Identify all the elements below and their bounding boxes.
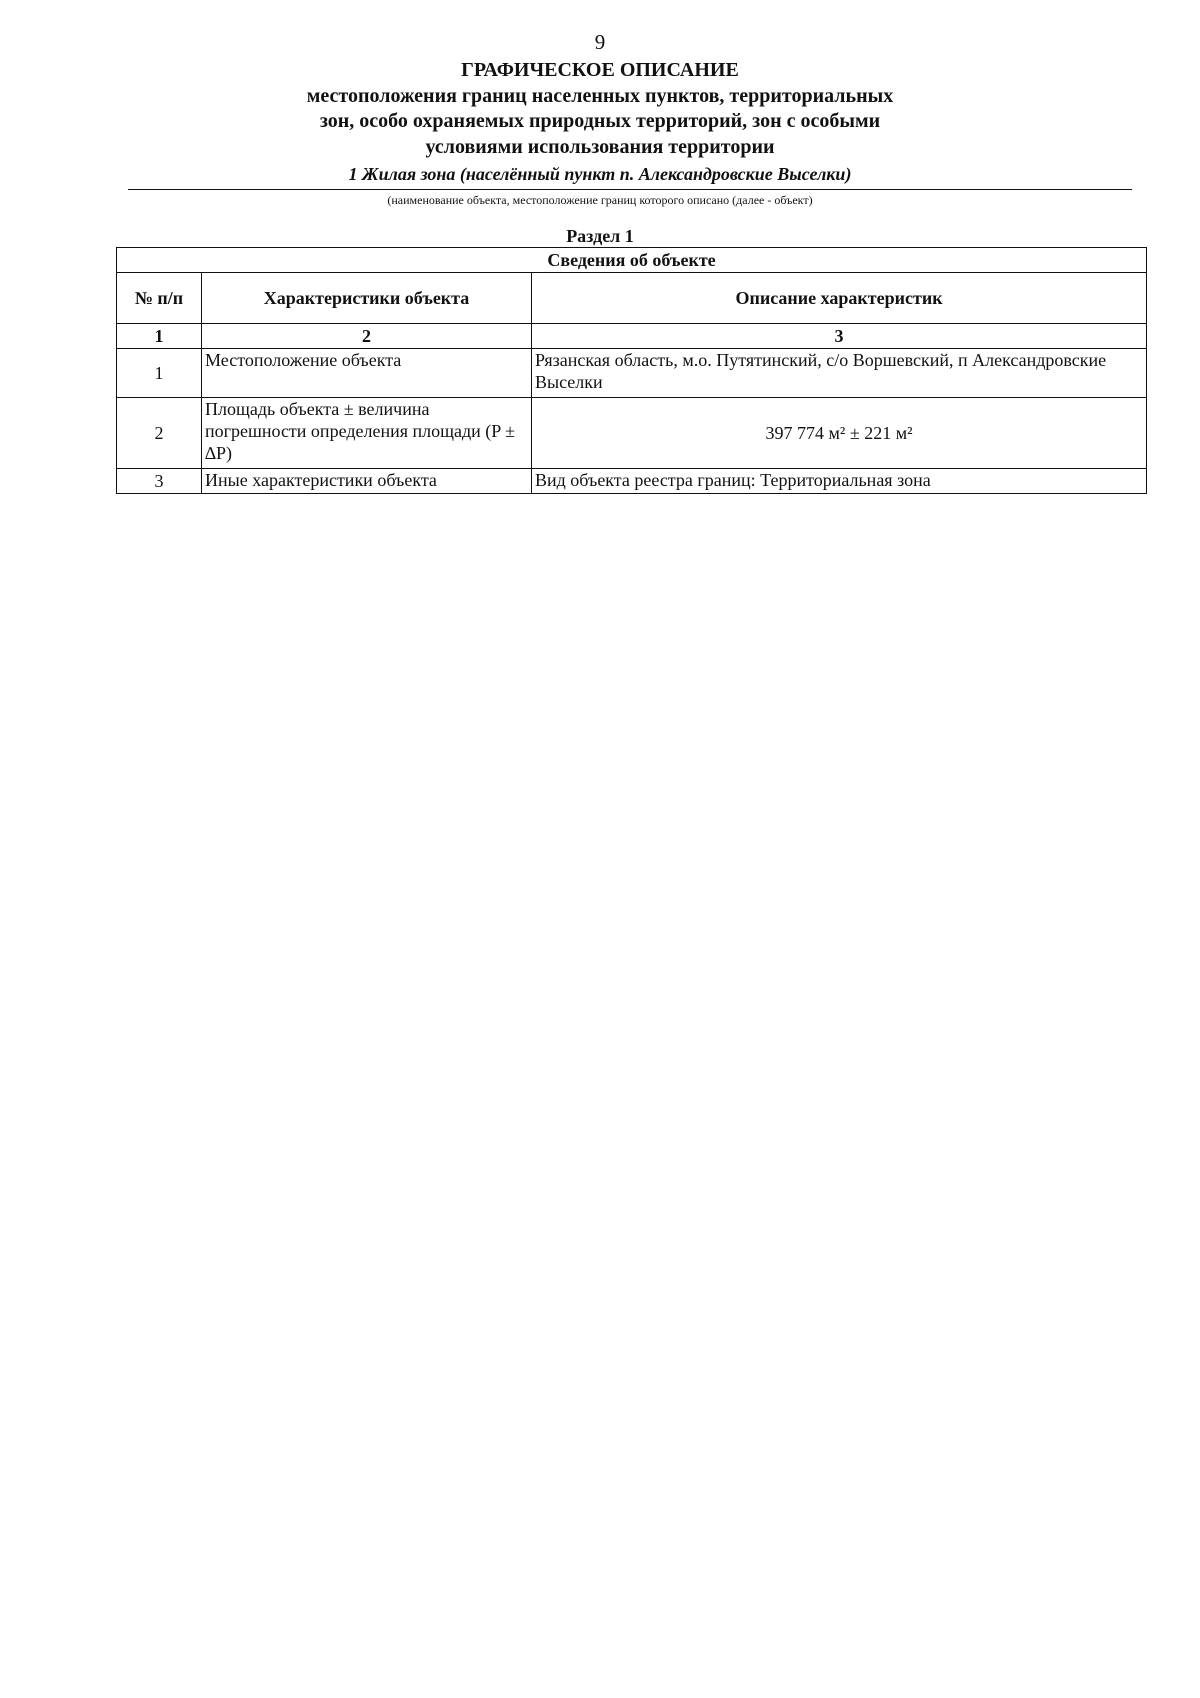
column-index: 2: [202, 324, 532, 349]
table-row: [117, 469, 1147, 494]
row-characteristic: Площадь объекта ± величина погрешности определения площади (P ± ∆P): [202, 398, 532, 469]
table-row: [117, 398, 1147, 469]
heading-subtitle-line-2: зон, особо охраняемых природных территорий, зон с особыми: [319, 110, 881, 132]
column-index: 1: [117, 324, 202, 349]
row-characteristic: Иные характеристики объекта: [202, 469, 532, 494]
row-description: Рязанская область, м.о. Путятинский, с/о Воршевский, п Александровские Выселки: [532, 349, 1147, 398]
column-index: 3: [532, 324, 1147, 349]
header-description: Описание характеристик: [532, 273, 1147, 324]
document-heading: [0, 58, 1200, 160]
object-caption: (наименование объекта, местоположение границ которого описано (далее - объект): [387, 193, 813, 207]
table-header-row: [117, 273, 1147, 324]
table-caption-row: [117, 248, 1147, 273]
heading-subtitle-line-3: условиями использования территории: [425, 135, 775, 158]
header-num: № п/п: [117, 273, 202, 324]
row-characteristic: Местоположение объекта: [202, 349, 532, 398]
table-row: [117, 349, 1147, 398]
row-number: 2: [117, 398, 202, 469]
row-description: Вид объекта реестра границ: Территориальная зона: [532, 469, 1147, 494]
section-title: Раздел 1: [566, 226, 634, 246]
row-description: 397 774 м² ± 221 м²: [532, 398, 1147, 469]
page-number: 9: [594, 30, 606, 54]
heading-title: ГРАФИЧЕСКОЕ ОПИСАНИЕ: [461, 59, 739, 81]
object-info-table: [116, 247, 1147, 494]
header-characteristics: Характеристики объекта: [202, 273, 532, 324]
object-name: 1 Жилая зона (населённый пункт п. Александровские Выселки): [348, 164, 852, 184]
heading-subtitle-line-1: местоположения границ населенных пунктов, территориальных: [306, 84, 894, 107]
row-number: 1: [117, 349, 202, 398]
table-caption: Сведения об объекте: [117, 248, 1147, 273]
table-index-row: [117, 324, 1147, 349]
row-number: 3: [117, 469, 202, 494]
object-name-underline: [128, 189, 1132, 190]
